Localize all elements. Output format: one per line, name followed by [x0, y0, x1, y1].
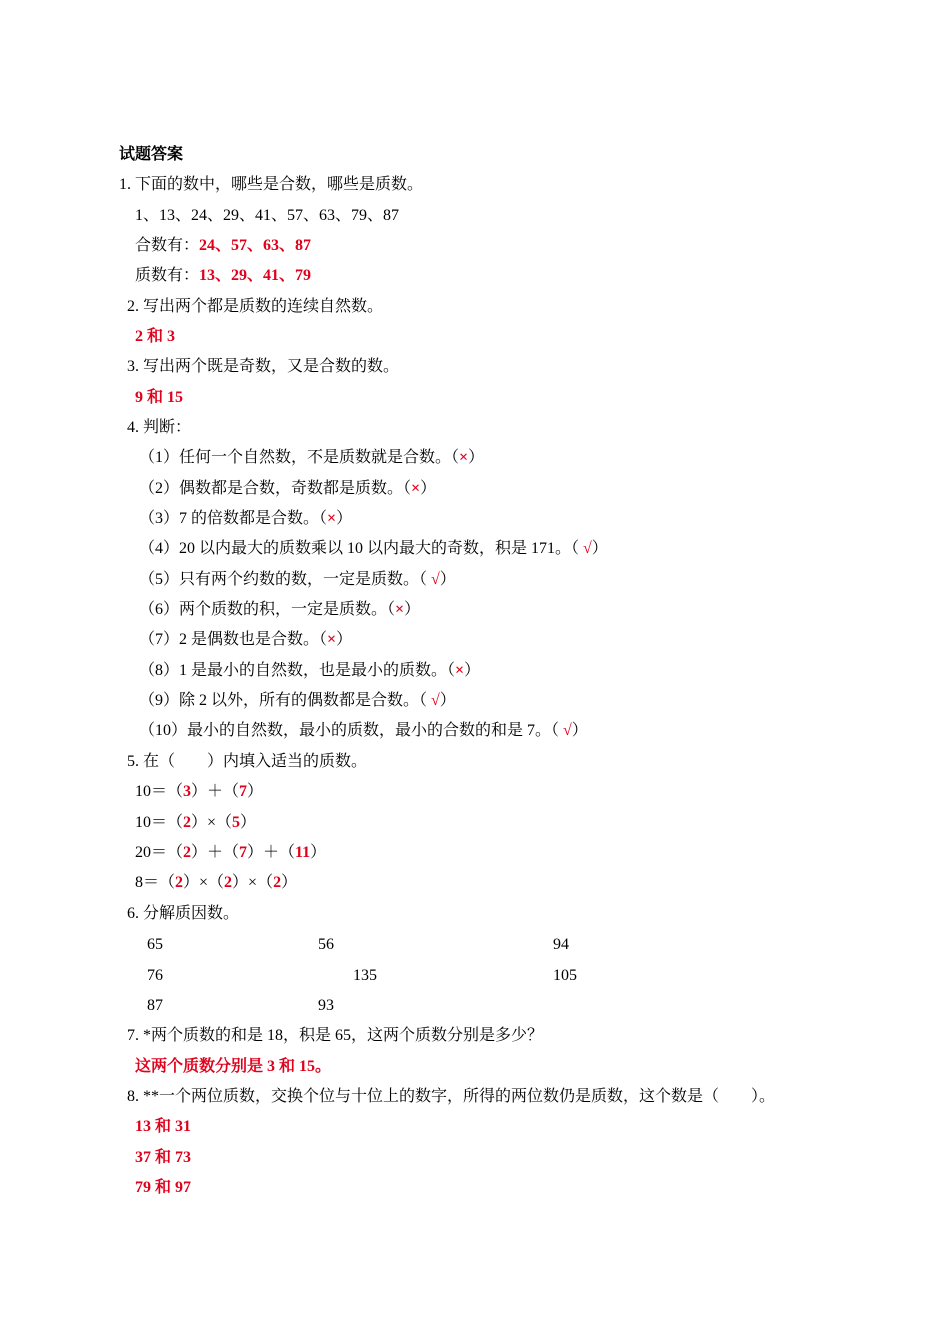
- q4-item: （3）7 的倍数都是合数。（×）: [139, 510, 353, 527]
- q8-answer: 79 和 97: [135, 1179, 192, 1196]
- q6-number: 56: [318, 936, 334, 953]
- check-mark: √: [563, 722, 572, 739]
- q7-answer: 这两个质数分别是 3 和 15。: [135, 1058, 332, 1075]
- composite-answer: 24、57、63、87: [199, 237, 312, 254]
- cross-mark: ×: [411, 480, 421, 497]
- q5-text: 5. 在（ ）内填入适当的质数。: [127, 753, 368, 770]
- q6-number: 65: [147, 936, 163, 953]
- q4-item: （5）只有两个约数的数，一定是质数。（ √）: [139, 571, 456, 588]
- q4-item: （9）除 2 以外，所有的偶数都是合数。（ √）: [139, 692, 456, 709]
- q1-composite-line: [135, 236, 311, 256]
- cross-mark: ×: [327, 631, 337, 648]
- q8-answer: 37 和 73: [135, 1149, 192, 1166]
- q6-number: 87: [147, 997, 163, 1014]
- q7-text: 7. *两个质数的和是 18，积是 65，这两个质数分别是多少？: [127, 1027, 544, 1044]
- check-mark: √: [583, 540, 592, 557]
- check-mark: √: [431, 571, 440, 588]
- q6-number: 93: [318, 997, 334, 1014]
- cross-mark: ×: [327, 510, 337, 527]
- prime-answer: 13、29、41、79: [199, 267, 312, 284]
- q6-text: 6. 分解质因数。: [127, 905, 240, 922]
- composite-label: 合数有：: [135, 237, 200, 254]
- q5-equation-2: 10＝（2）×（5）: [135, 814, 257, 831]
- q3-text: 3. 写出两个既是奇数，又是合数的数。: [127, 358, 400, 375]
- q2-answer: 2 和 3: [135, 328, 176, 345]
- q4-item: （4）20 以内最大的质数乘以 10 以内最大的奇数，积是 171。（ √）: [139, 540, 608, 557]
- q1-numbers: 1、13、24、29、41、57、63、79、87: [135, 207, 400, 224]
- q8-answer: 13 和 31: [135, 1118, 192, 1135]
- prime-label: 质数有：: [135, 267, 200, 284]
- q6-number: 135: [353, 967, 377, 984]
- q4-item: （1）任何一个自然数，不是质数就是合数。（×）: [139, 449, 485, 466]
- q2-text: 2. 写出两个都是质数的连续自然数。: [127, 298, 384, 315]
- q4-item: （6）两个质数的积，一定是质数。（×）: [139, 601, 421, 618]
- q5-equation-3: 20＝（2）＋（7）＋（11）: [135, 844, 327, 861]
- q4-item: （7）2 是偶数也是合数。（×）: [139, 631, 353, 648]
- q5-equation-1: 10＝（3）＋（7）: [135, 783, 264, 800]
- q1-prime-line: [135, 266, 311, 286]
- q4-item: （10）最小的自然数，最小的质数，最小的合数的和是 7。（ √）: [139, 722, 588, 739]
- q6-number: 105: [553, 967, 577, 984]
- answer-title: 试题答案: [119, 146, 184, 163]
- q6-number: 76: [147, 967, 163, 984]
- q5-equation-4: 8＝（2）×（2）×（2）: [135, 874, 298, 891]
- q1-text: 1. 下面的数中，哪些是合数，哪些是质数。: [119, 176, 424, 193]
- q3-answer: 9 和 15: [135, 389, 184, 406]
- cross-mark: ×: [459, 449, 469, 466]
- q4-item: （8）1 是最小的自然数，也是最小的质数。（×）: [139, 662, 481, 679]
- q4-text: 4. 判断：: [127, 419, 192, 436]
- check-mark: √: [431, 692, 440, 709]
- q6-number: 94: [553, 936, 569, 953]
- cross-mark: ×: [455, 662, 465, 679]
- q4-item: （2）偶数都是合数，奇数都是质数。（×）: [139, 480, 437, 497]
- cross-mark: ×: [395, 601, 405, 618]
- q8-text: 8. **一个两位质数，交换个位与十位上的数字，所得的两位数仍是质数，这个数是（ ）。: [127, 1088, 776, 1105]
